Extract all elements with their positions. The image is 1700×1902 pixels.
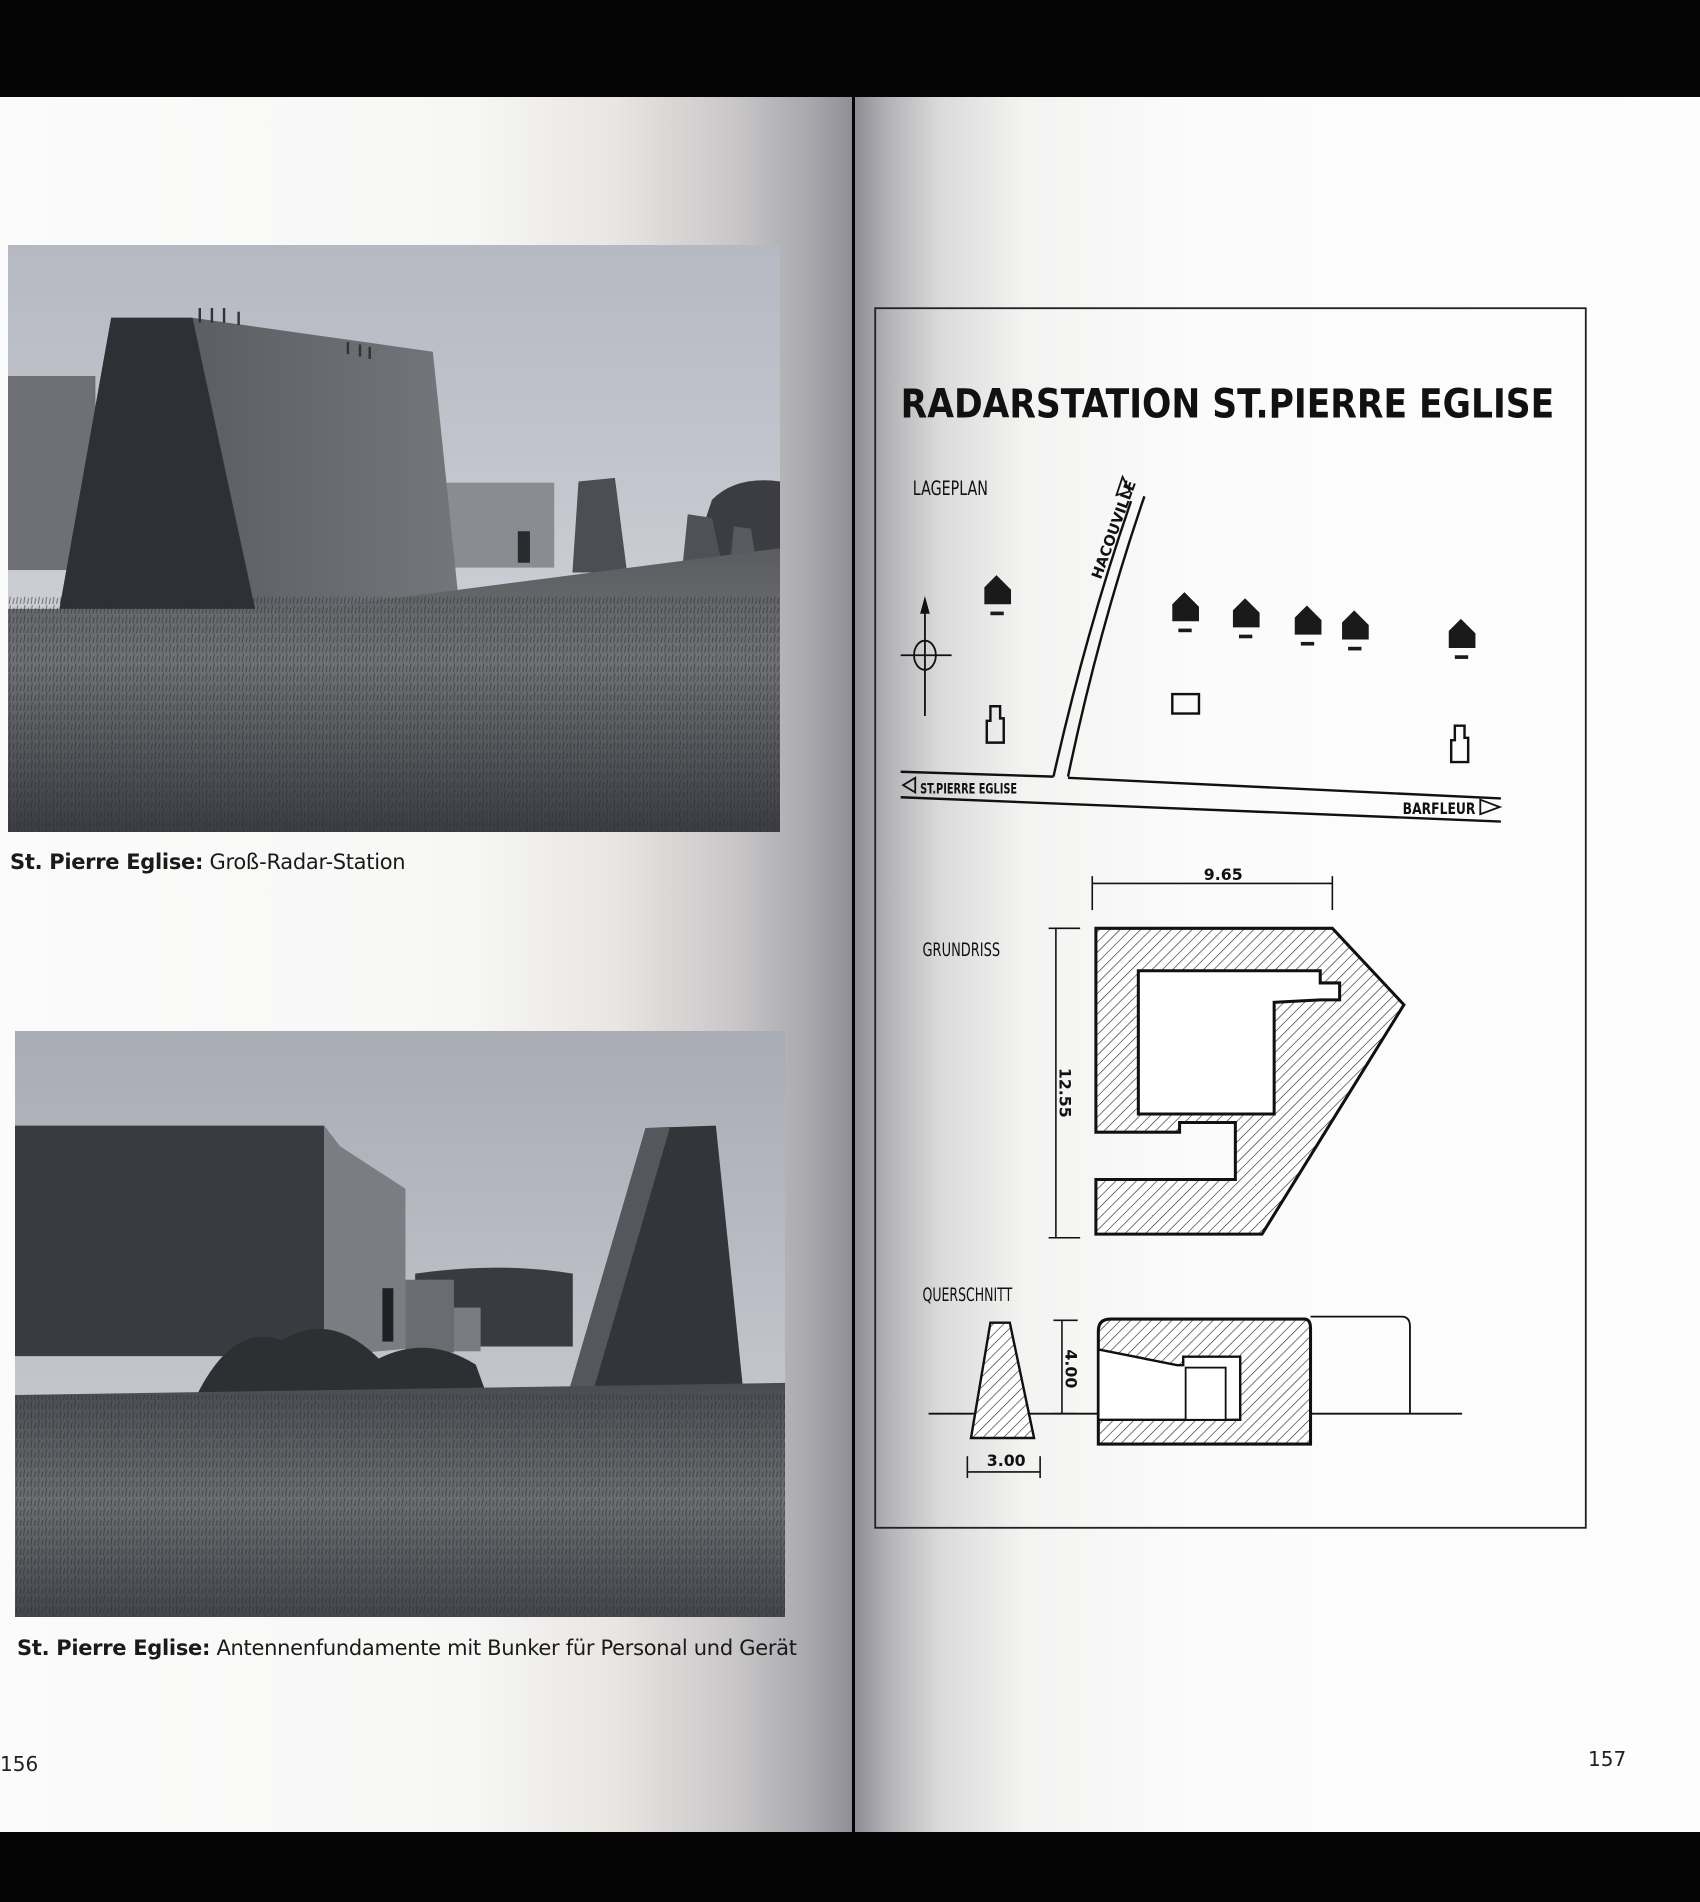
photo-antennenfundamente	[15, 1031, 785, 1617]
bunker-icon	[1233, 598, 1260, 638]
left-page	[0, 97, 852, 1832]
arrow-west-icon	[903, 778, 915, 793]
road-label-barfleur: BARFLEUR	[1402, 799, 1476, 819]
grundriss-label: GRUNDRISS	[922, 940, 1001, 962]
bunker-icon	[1449, 619, 1476, 659]
caption-place: St. Pierre Eglise:	[17, 1636, 211, 1660]
dim-length: 12.55	[1055, 1067, 1075, 1118]
page-number-right: 157	[1588, 1747, 1627, 1771]
page-number-left: 156	[0, 1752, 39, 1776]
querschnitt-label: QUERSCHNITT	[922, 1284, 1013, 1306]
caption-place: St. Pierre Eglise:	[10, 850, 204, 874]
bunker-icon	[984, 575, 1011, 615]
lageplan-site-plan	[901, 477, 1501, 822]
bunker-icon	[1295, 606, 1322, 646]
dim-base: 3.00	[986, 1450, 1026, 1470]
building-outline-icon	[1451, 726, 1468, 762]
road-label-st-pierre-eglise: ST.PIERRE EGLISE	[920, 780, 1018, 798]
photo1-caption	[10, 850, 405, 874]
road-label-hacouville: HACOUVILLE	[1088, 478, 1140, 582]
building-rect-icon	[1172, 694, 1199, 713]
photo-gross-radar-station	[8, 245, 780, 832]
dim-height: 4.00	[1061, 1349, 1081, 1389]
querschnitt-cross-section	[923, 1285, 1463, 1478]
compass-north-icon	[901, 599, 952, 715]
radar-station-plan-diagram	[874, 307, 1587, 1529]
dim-width: 9.65	[1203, 864, 1243, 884]
diagram-title: RADARSTATION ST.PIERRE EGLISE	[900, 381, 1555, 428]
arrow-east-icon	[1480, 800, 1499, 815]
grundriss-floor-plan	[923, 865, 1404, 1238]
photo2-caption	[17, 1636, 797, 1660]
caption-text: Antennenfundamente mit Bunker für Personal und Gerät	[216, 1636, 797, 1660]
caption-text: Groß-Radar-Station	[209, 850, 406, 874]
building-outline-icon	[987, 706, 1004, 742]
bunker-icon	[1172, 592, 1199, 632]
lageplan-label: LAGEPLAN	[912, 477, 988, 501]
bunker-icon	[1342, 610, 1369, 650]
